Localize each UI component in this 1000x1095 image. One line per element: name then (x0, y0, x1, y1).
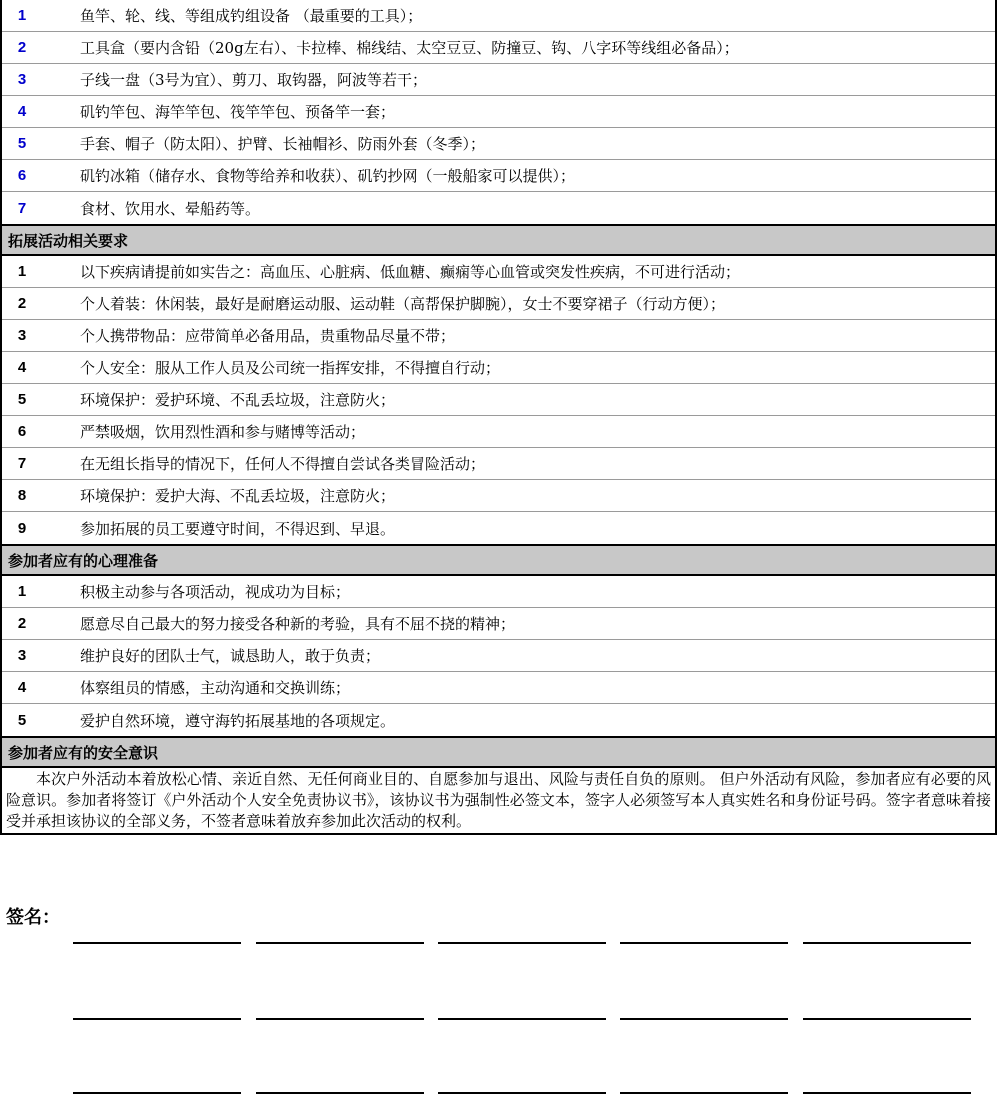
psychology-item-1 (2, 576, 995, 608)
psychology-item-3 (2, 640, 995, 672)
item-number: 6 (17, 167, 27, 184)
signature-label: 签名： (6, 907, 60, 928)
item-number: 3 (17, 71, 27, 88)
requirement-item-5 (2, 384, 995, 416)
item-text: 体察组员的情感，主动沟通和交换训练； (80, 679, 351, 697)
item-number: 2 (17, 39, 27, 56)
psychology-item-5 (2, 704, 995, 736)
item-number: 2 (17, 615, 27, 632)
psychology-item-2 (2, 608, 995, 640)
item-text: 个人携带物品：应带简单必备用品，贵重物品尽量不带； (80, 327, 456, 345)
signature-line[interactable] (620, 1018, 788, 1020)
signature-line[interactable] (438, 1092, 606, 1094)
item-number: 1 (17, 263, 27, 280)
signature-line[interactable] (73, 1092, 241, 1094)
equipment-item-2 (2, 32, 995, 64)
equipment-item-1 (2, 0, 995, 32)
item-number: 7 (17, 455, 27, 472)
item-text: 食材、饮用水、晕船药等。 (80, 199, 261, 218)
equipment-item-3 (2, 64, 995, 96)
item-number: 7 (17, 199, 27, 217)
requirement-item-8 (2, 480, 995, 512)
requirement-item-7 (2, 448, 995, 480)
section-header-safety: 参加者应有的安全意识 (2, 736, 995, 768)
signature-line[interactable] (803, 1092, 971, 1094)
item-text: 严禁吸烟，饮用烈性酒和参与赌博等活动； (80, 423, 366, 441)
signature-line[interactable] (620, 942, 788, 944)
signature-line[interactable] (803, 942, 971, 944)
item-number: 1 (17, 583, 27, 600)
signature-line[interactable] (620, 1092, 788, 1094)
item-text: 爱护自然环境，遵守海钓拓展基地的各项规定。 (80, 711, 396, 730)
item-number: 1 (17, 7, 27, 24)
signature-line[interactable] (438, 1018, 606, 1020)
signature-line[interactable] (256, 1018, 424, 1020)
item-text: 环境保护：爱护环境、不乱丢垃圾，注意防火； (80, 391, 396, 409)
item-number: 4 (17, 359, 27, 376)
item-text: 手套、帽子（防太阳）、护臂、长袖帽衫、防雨外套（冬季）； (80, 135, 486, 153)
signature-line[interactable] (256, 942, 424, 944)
item-text: 参加拓展的员工要遵守时间，不得迟到、早退。 (80, 519, 396, 538)
item-number: 5 (17, 391, 27, 408)
item-text: 子线一盘（3号为宜）、剪刀、取钩器，阿波等若干； (80, 71, 428, 89)
item-number: 3 (17, 327, 27, 344)
item-number: 5 (17, 135, 27, 152)
requirement-item-4 (2, 352, 995, 384)
item-text: 鱼竿、轮、线、等组成钓组设备 （最重要的工具）； (80, 7, 423, 25)
item-text: 矶钓冰箱（储存水、食物等给养和收获）、矶钓抄网（一般船家可以提供）； (80, 167, 576, 185)
item-number: 9 (17, 519, 27, 537)
item-text: 个人着装：休闲装，最好是耐磨运动服、运动鞋（高帮保护脚腕），女士不要穿裙子（行动方便）； (80, 295, 726, 313)
item-number: 5 (17, 711, 27, 729)
section-header-requirements: 拓展活动相关要求 (2, 224, 995, 256)
item-text: 愿意尽自己最大的努力接受各种新的考验，具有不屈不挠的精神； (80, 615, 516, 633)
item-number: 4 (17, 103, 27, 120)
safety-paragraph: 本次户外活动本着放松心情、亲近自然、无任何商业目的、自愿参加与退出、风险与责任自负的原则。 但户外活动有风险，参加者应有必要的风险意识。参加者将签订《户外活动个人安全免责协议书》，该协议书为强制性必签文本，签字人必须签写本人真实姓名和身份证号码。签字者意味着接受并承担该协议的全部义务，不签者意味着放弃参加此次活动的权利。 (2, 768, 995, 835)
section-header-psychology: 参加者应有的心理准备 (2, 544, 995, 576)
item-text: 工具盒（要内含铅（20g左右）、卡拉棒、棉线结、太空豆豆、防撞豆、钩、八字环等线组必备品）； (80, 39, 739, 57)
equipment-item-7 (2, 192, 995, 224)
item-text: 个人安全：服从工作人员及公司统一指挥安排，不得擅自行动； (80, 359, 501, 377)
item-text: 矶钓竿包、海竿竿包、筏竿竿包、预备竿一套； (80, 103, 396, 121)
item-number: 6 (17, 423, 27, 440)
requirement-item-9 (2, 512, 995, 544)
equipment-item-6 (2, 160, 995, 192)
equipment-item-5 (2, 128, 995, 160)
equipment-item-4 (2, 96, 995, 128)
signature-line[interactable] (256, 1092, 424, 1094)
item-text: 以下疾病请提前如实告之：高血压、心脏病、低血糖、癫痫等心血管或突发性疾病，不可进行活动； (80, 263, 741, 281)
psychology-item-4 (2, 672, 995, 704)
item-text: 积极主动参与各项活动，视成功为目标； (80, 583, 351, 601)
requirement-item-6 (2, 416, 995, 448)
item-text: 在无组长指导的情况下，任何人不得擅自尝试各类冒险活动； (80, 455, 486, 473)
item-text: 维护良好的团队士气，诚恳助人，敢于负责； (80, 647, 381, 665)
signature-line[interactable] (438, 942, 606, 944)
signature-line[interactable] (803, 1018, 971, 1020)
signature-line[interactable] (73, 1018, 241, 1020)
item-number: 4 (17, 679, 27, 696)
item-number: 3 (17, 647, 27, 664)
requirement-item-2 (2, 288, 995, 320)
signature-line[interactable] (73, 942, 241, 944)
requirement-item-1 (2, 256, 995, 288)
requirement-item-3 (2, 320, 995, 352)
item-number: 2 (17, 295, 27, 312)
item-text: 环境保护：爱护大海、不乱丢垃圾，注意防火； (80, 487, 396, 505)
item-number: 8 (17, 487, 27, 504)
